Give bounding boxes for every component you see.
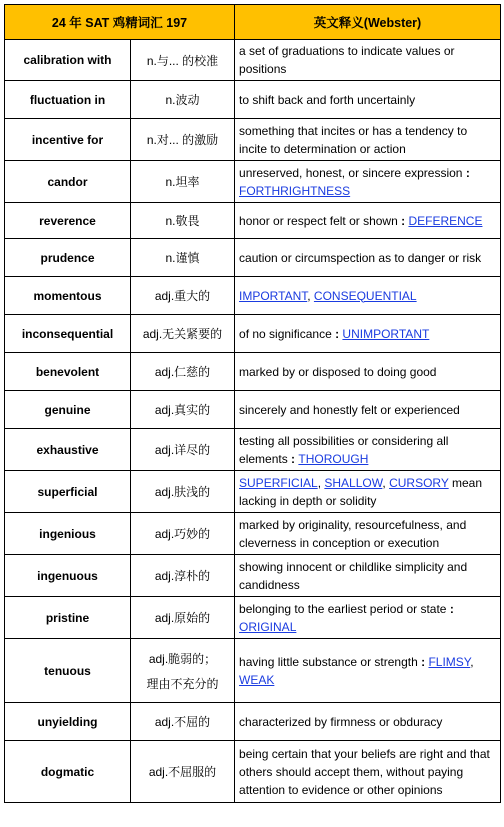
- part-of-speech-meaning: adj.脆弱的； 理由不充分的: [131, 639, 235, 703]
- table-header-row: [5, 5, 501, 40]
- synonym-link[interactable]: DEFERENCE: [408, 213, 483, 228]
- table-row: [5, 239, 501, 277]
- part-of-speech-meaning: adj.不屈的: [131, 703, 235, 741]
- vocab-word: incentive for: [5, 119, 131, 161]
- table-row: [5, 555, 501, 597]
- table-body: [5, 40, 501, 803]
- synonym-link[interactable]: FLIMSY: [428, 654, 471, 669]
- definition: sincerely and honestly felt or experienced: [235, 391, 501, 429]
- vocab-word: fluctuation in: [5, 81, 131, 119]
- part-of-speech-meaning: n.波动: [131, 81, 235, 119]
- definition: having little substance or strength : FLIMSY, WEAK: [235, 639, 501, 703]
- table-row: [5, 161, 501, 203]
- definition: showing innocent or childlike simplicity and candidness: [235, 555, 501, 597]
- definition: marked by originality, resourcefulness, and cleverness in conception or execution: [235, 513, 501, 555]
- synonym-link[interactable]: SHALLOW: [324, 475, 383, 490]
- vocab-word: prudence: [5, 239, 131, 277]
- synonym-link[interactable]: CURSORY: [389, 475, 449, 490]
- vocab-word: pristine: [5, 597, 131, 639]
- vocab-word: ingenuous: [5, 555, 131, 597]
- synonym-link[interactable]: ORIGINAL: [239, 619, 297, 634]
- vocab-word: genuine: [5, 391, 131, 429]
- definition: caution or circumspection as to danger or risk: [235, 239, 501, 277]
- definition: something that incites or has a tendency to incite to determination or action: [235, 119, 501, 161]
- part-of-speech-meaning: adj.淳朴的: [131, 555, 235, 597]
- part-of-speech-meaning: n.对... 的激励: [131, 119, 235, 161]
- definition: belonging to the earliest period or state : ORIGINAL: [235, 597, 501, 639]
- table-row: [5, 391, 501, 429]
- vocab-word: reverence: [5, 203, 131, 239]
- part-of-speech-meaning: n.与... 的校准: [131, 40, 235, 81]
- definition: honor or respect felt or shown : DEFERENCE: [235, 203, 501, 239]
- table-row: [5, 639, 501, 703]
- vocab-word: exhaustive: [5, 429, 131, 471]
- table-row: [5, 203, 501, 239]
- table-row: [5, 703, 501, 741]
- part-of-speech-meaning: adj.原始的: [131, 597, 235, 639]
- vocab-word: calibration with: [5, 40, 131, 81]
- table-row: [5, 471, 501, 513]
- table-row: [5, 119, 501, 161]
- definition: testing all possibilities or considering all elements : THOROUGH: [235, 429, 501, 471]
- synonym-link[interactable]: SUPERFICIAL: [239, 475, 318, 490]
- synonym-link[interactable]: FORTHRIGHTNESS: [239, 183, 351, 198]
- definition: being certain that your beliefs are right and that others should accept them, without paying attention to evidence or other opinions: [235, 741, 501, 803]
- part-of-speech-meaning: adj.详尽的: [131, 429, 235, 471]
- part-of-speech-meaning: adj.不屈服的: [131, 741, 235, 803]
- table-row: [5, 513, 501, 555]
- table-row: [5, 429, 501, 471]
- vocab-word: dogmatic: [5, 741, 131, 803]
- table-row: [5, 741, 501, 803]
- table-row: [5, 353, 501, 391]
- synonym-link[interactable]: CONSEQUENTIAL: [313, 288, 417, 303]
- part-of-speech-meaning: adj.巧妙的: [131, 513, 235, 555]
- definition: a set of graduations to indicate values or positions: [235, 40, 501, 81]
- synonym-link[interactable]: UNIMPORTANT: [342, 326, 430, 341]
- vocab-word: ingenious: [5, 513, 131, 555]
- part-of-speech-meaning: adj.仁慈的: [131, 353, 235, 391]
- synonym-link[interactable]: THOROUGH: [298, 451, 369, 466]
- vocab-word: unyielding: [5, 703, 131, 741]
- part-of-speech-meaning: n.敬畏: [131, 203, 235, 239]
- synonym-link[interactable]: WEAK: [239, 672, 275, 687]
- part-of-speech-meaning: adj.无关紧要的: [131, 315, 235, 353]
- definition: unreserved, honest, or sincere expression : FORTHRIGHTNESS: [235, 161, 501, 203]
- table-row: [5, 597, 501, 639]
- table-row: [5, 277, 501, 315]
- vocab-word: candor: [5, 161, 131, 203]
- part-of-speech-meaning: adj.重大的: [131, 277, 235, 315]
- table-row: [5, 81, 501, 119]
- definition: characterized by firmness or obduracy: [235, 703, 501, 741]
- vocab-word: tenuous: [5, 639, 131, 703]
- vocab-word: superficial: [5, 471, 131, 513]
- definition: to shift back and forth uncertainly: [235, 81, 501, 119]
- definition: marked by or disposed to doing good: [235, 353, 501, 391]
- definition: IMPORTANT, CONSEQUENTIAL: [235, 277, 501, 315]
- part-of-speech-meaning: n.谨慎: [131, 239, 235, 277]
- vocab-table: [4, 4, 501, 803]
- definition: of no significance : UNIMPORTANT: [235, 315, 501, 353]
- header-definition: 英文释义(Webster): [235, 5, 501, 40]
- synonym-link[interactable]: IMPORTANT: [239, 288, 308, 303]
- definition: SUPERFICIAL, SHALLOW, CURSORY mean lacking in depth or solidity: [235, 471, 501, 513]
- vocab-word: benevolent: [5, 353, 131, 391]
- table-row: [5, 40, 501, 81]
- table-row: [5, 315, 501, 353]
- part-of-speech-meaning: adj.真实的: [131, 391, 235, 429]
- header-title: 24 年 SAT 鸡精词汇 197: [5, 5, 235, 40]
- part-of-speech-meaning: n.坦率: [131, 161, 235, 203]
- vocab-word: inconsequential: [5, 315, 131, 353]
- part-of-speech-meaning: adj.肤浅的: [131, 471, 235, 513]
- vocab-word: momentous: [5, 277, 131, 315]
